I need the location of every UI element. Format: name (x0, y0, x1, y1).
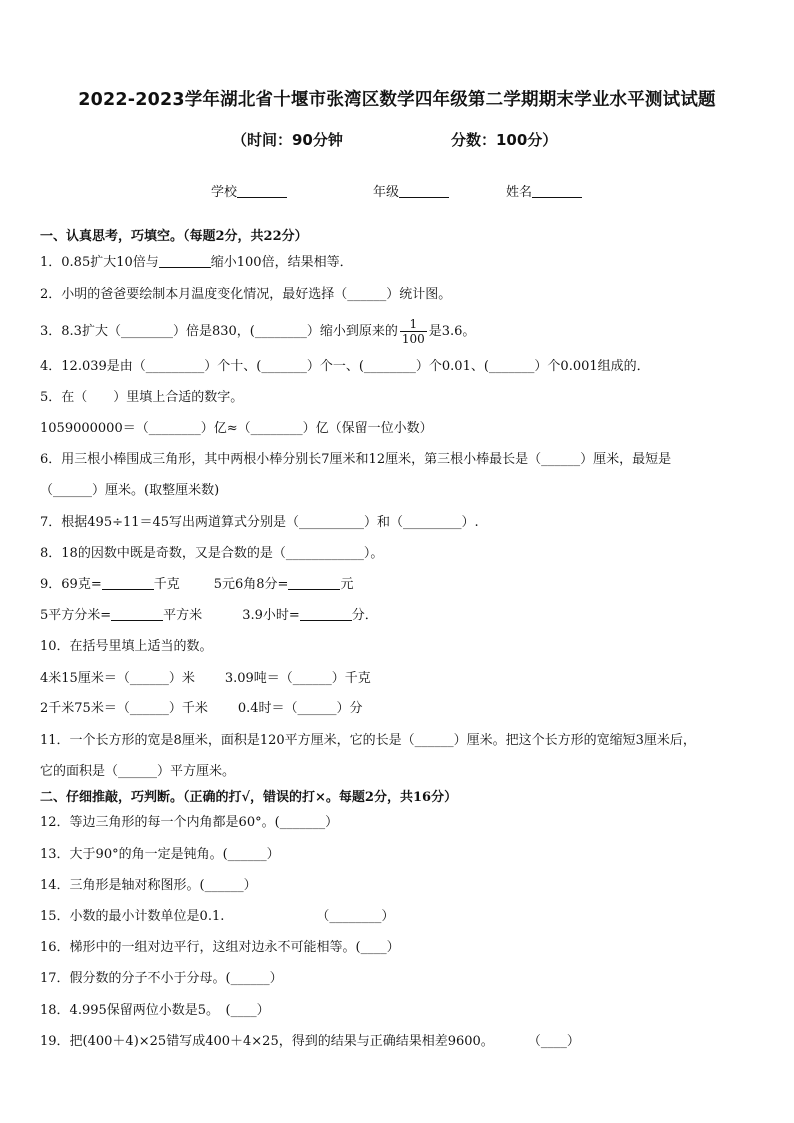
question-1: 1．0.85扩大10倍与 缩小100倍，结果相等． (40, 255, 353, 270)
page-title: 2022-2023学年湖北省十堰市张湾区数学四年级第二学期期末学业水平测试试题 (78, 90, 716, 110)
question-17: 17．假分数的分子不小于分母。(______） (40, 971, 283, 986)
question-10-row-1: 4米15厘米＝（______）米 3.09吨＝（______）千克 (40, 671, 371, 686)
answer-blank[interactable] (159, 255, 211, 268)
question-8: 8．18的因数中既是奇数，又是合数的是（____________）。 (40, 546, 384, 561)
question-4: 4．12.039是由（_________）个十、(_______）个一、(________）个0.01、(_______）个0.001组成的． (40, 359, 650, 374)
question-16: 16．梯形中的一组对边平行，这组对边永不可能相等。(____） (40, 940, 400, 955)
question-9-row-2: 5平方分米= 平方米 3.9小时= 分． (40, 608, 378, 623)
question-15: 15．小数的最小计数单位是0.1. （________） (40, 909, 395, 924)
exam-time: （时间：90分钟 (232, 131, 343, 149)
question-7: 7．根据495÷11＝45写出两道算式分别是（__________）和（_________）. (40, 515, 479, 530)
question-12: 12．等边三角形的每一个内角都是60°。(_______） (40, 815, 339, 830)
section-1-heading: 一、认真思考，巧填空。（每题2分，共22分） (40, 229, 308, 244)
question-3: 3．8.3扩大（________）倍是830，(________）缩小到原来的 $\frac{1}{100}$ 是3.6。 (40, 317, 476, 346)
section-2-heading: 二、仔细推敲，巧判断。（正确的打√，错误的打×。每题2分，共16分） (40, 790, 458, 805)
question-13: 13．大于90°的角一定是钝角。(______） (40, 847, 280, 862)
answer-blank[interactable] (102, 577, 154, 590)
answer-blank[interactable] (300, 608, 352, 621)
question-11: 11．一个长方形的宽是8厘米，面积是120平方厘米，它的长是（______）厘米。把这个长方形的宽缩短3厘米后， (40, 733, 696, 748)
question-2: 2．小明的爸爸要绘制本月温度变化情况，最好选择（______）统计图。 (40, 287, 452, 302)
question-18: 18．4.995保留两位小数是5。 (____） (40, 1003, 270, 1018)
question-5: 5．在（ ）里填上合适的数字。 (40, 390, 244, 405)
fraction: $\frac{1}{100}$ (401, 317, 425, 346)
question-10-row-2: 2千米75米＝（______）千米 0.4时＝（______）分 (40, 701, 363, 716)
school-field[interactable]: 学校 (211, 181, 287, 200)
answer-blank[interactable] (288, 577, 340, 590)
exam-score: 分数：100分） (451, 131, 558, 149)
question-19: 19．把(400＋4)×25错写成400＋4×25，得到的结果与正确结果相差9600。 （____） (40, 1034, 580, 1049)
question-11-continued: 它的面积是（______）平方厘米。 (40, 764, 236, 779)
question-5-content: 1059000000＝（________）亿≈（________）亿（保留一位小数） (40, 421, 433, 436)
name-field[interactable]: 姓名 (506, 181, 582, 200)
question-10: 10．在括号里填上适当的数。 (40, 639, 213, 654)
question-6: 6．用三根小棒围成三角形，其中两根小棒分别长7厘米和12厘米，第三根小棒最长是（______）厘米，最短是 (40, 452, 672, 467)
question-9-row-1: 9．69克= 千克 5元6角8分= 元 (40, 577, 354, 592)
question-6-continued: （______）厘米。(取整厘米数) (40, 483, 220, 498)
question-14: 14．三角形是轴对称图形。(______） (40, 878, 257, 893)
answer-blank[interactable] (111, 608, 163, 621)
grade-field[interactable]: 年级 (373, 181, 449, 200)
